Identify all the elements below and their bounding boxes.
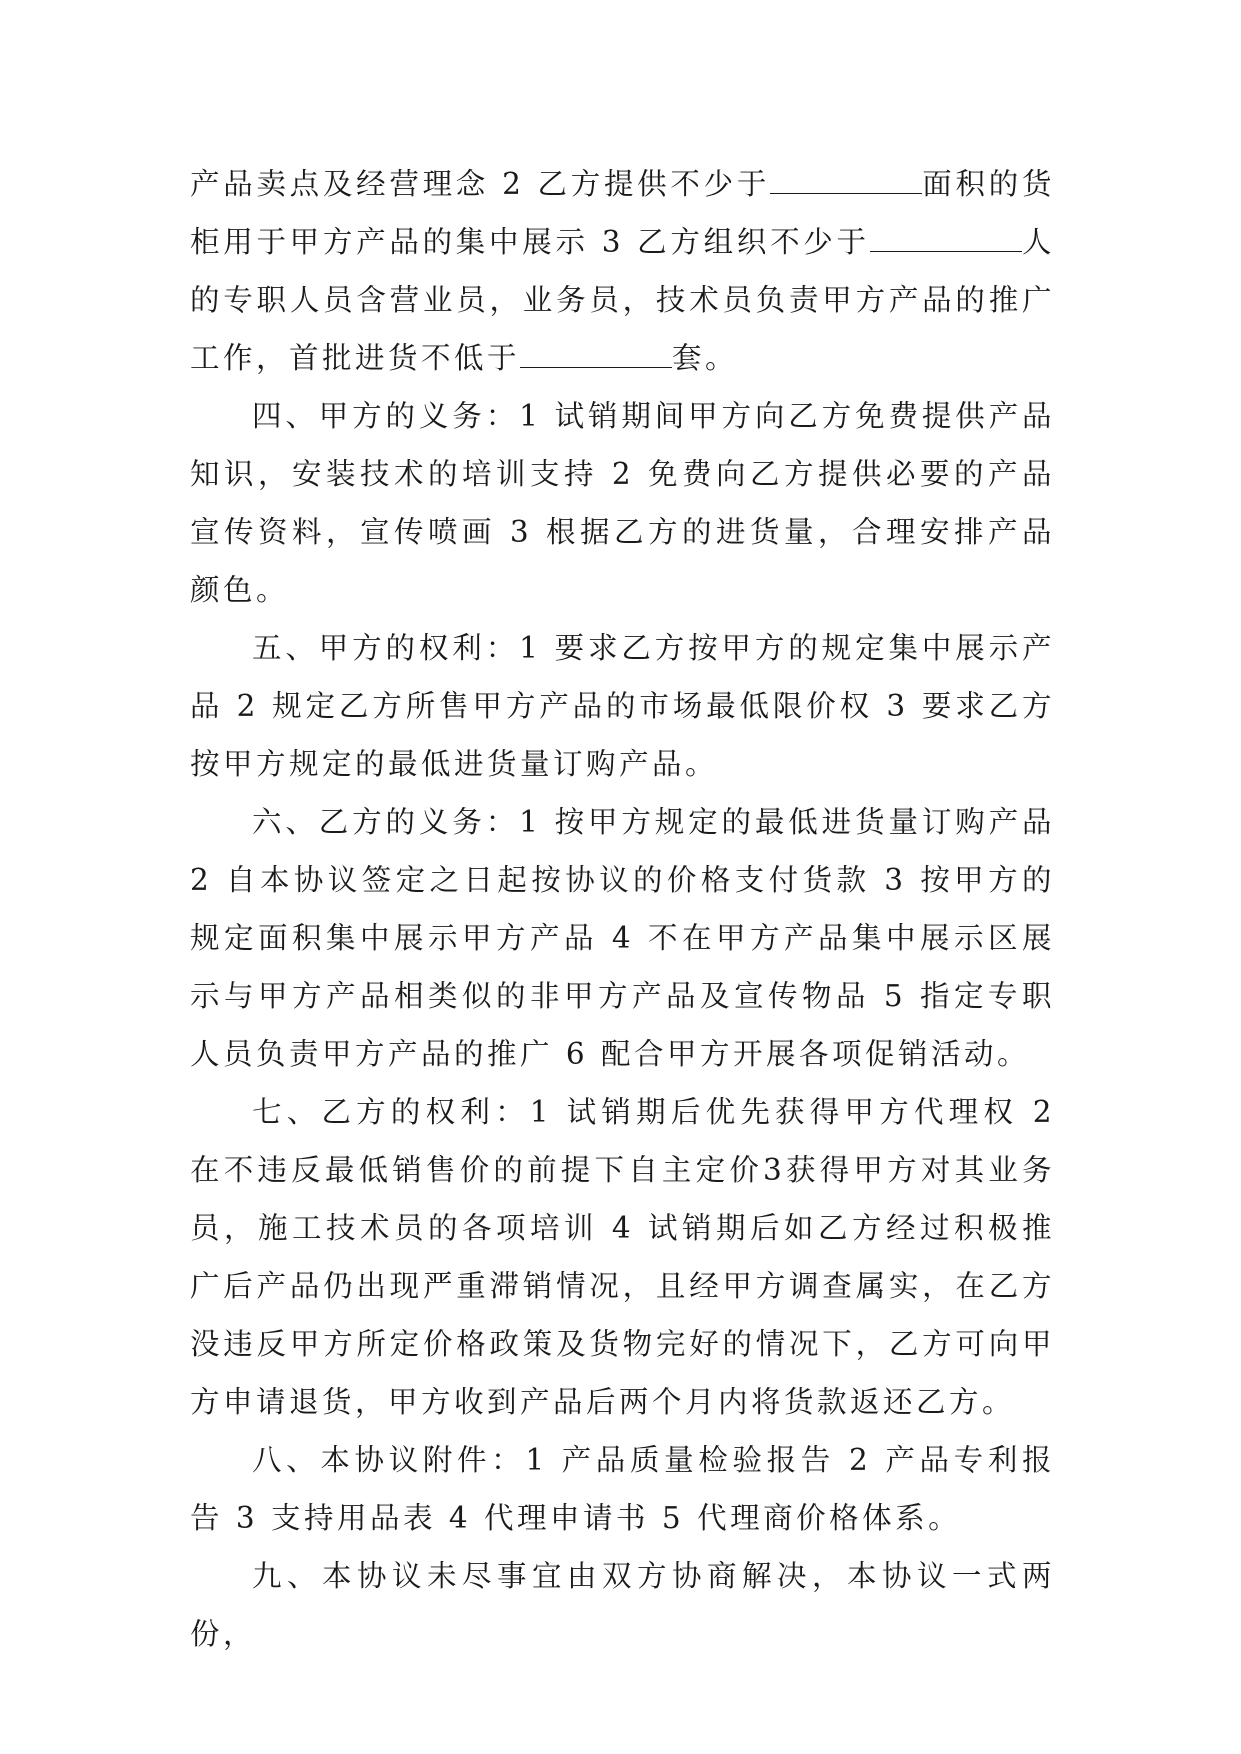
paragraph-p-5 (190, 619, 1055, 793)
text-segment: 人的专职人员含营业员，业务员，技术员负责甲方产品的推广工作，首批进货不低于 (190, 225, 1055, 375)
fill-in-blank (770, 167, 922, 194)
paragraph-p-6 (190, 793, 1055, 1083)
paragraph-p-cont (190, 155, 1055, 387)
text-segment: 九、本协议未尽事宜由双方协商解决，本协议一式两份， (190, 1559, 1055, 1651)
paragraph-p-4 (190, 387, 1055, 619)
fill-in-blank (520, 341, 672, 368)
text-segment: 五、甲方的权利：1 要求乙方按甲方的规定集中展示产品 2 规定乙方所售甲方产品的市场最低限价权 3 要求乙方按甲方规定的最低进货量订购产品。 (190, 631, 1055, 781)
paragraph-p-7 (190, 1083, 1055, 1431)
text-segment: 套。 (672, 341, 739, 375)
document-body (190, 155, 1055, 1663)
text-segment: 四、甲方的义务：1 试销期间甲方向乙方免费提供产品知识，安装技术的培训支持 2 免费向乙方提供必要的产品宣传资料，宣传喷画 3 根据乙方的进货量，合理安排产品颜色。 (190, 399, 1055, 607)
text-segment: 六、乙方的义务：1 按甲方规定的最低进货量订购产品 2 自本协议签定之日起按协议的价格支付货款 3 按甲方的规定面积集中展示甲方产品 4 不在甲方产品集中展示区展示与甲方产品相类似的非甲方产品及宣传物品 5 指定专职人员负责甲方产品的推广 6 配合甲方开展各项促销活动。 (190, 805, 1055, 1071)
paragraph-p-9 (190, 1547, 1055, 1663)
text-segment: 七、乙方的权利：1 试销期后优先获得甲方代理权 2 在不违反最低销售价的前提下自主定价3获得甲方对其业务员，施工技术员的各项培训 4 试销期后如乙方经过积极推广后产品仍出现严重滞销情况，且经甲方调查属实，在乙方没违反甲方所定价格政策及货物完好的情况下，乙方可向甲方申请退货，甲方收到产品后两个月内将货款返还乙方。 (190, 1095, 1055, 1419)
paragraph-p-8 (190, 1431, 1055, 1547)
text-segment: 八、本协议附件：1 产品质量检验报告 2 产品专利报告 3 支持用品表 4 代理申请书 5 代理商价格体系。 (190, 1443, 1055, 1535)
fill-in-blank (870, 225, 1022, 252)
text-segment: 产品卖点及经营理念 2 乙方提供不少于 (190, 167, 771, 201)
text-segment: 面积的货柜用于甲方产品的集中展示 3 乙方组织不少于 (190, 167, 1055, 259)
